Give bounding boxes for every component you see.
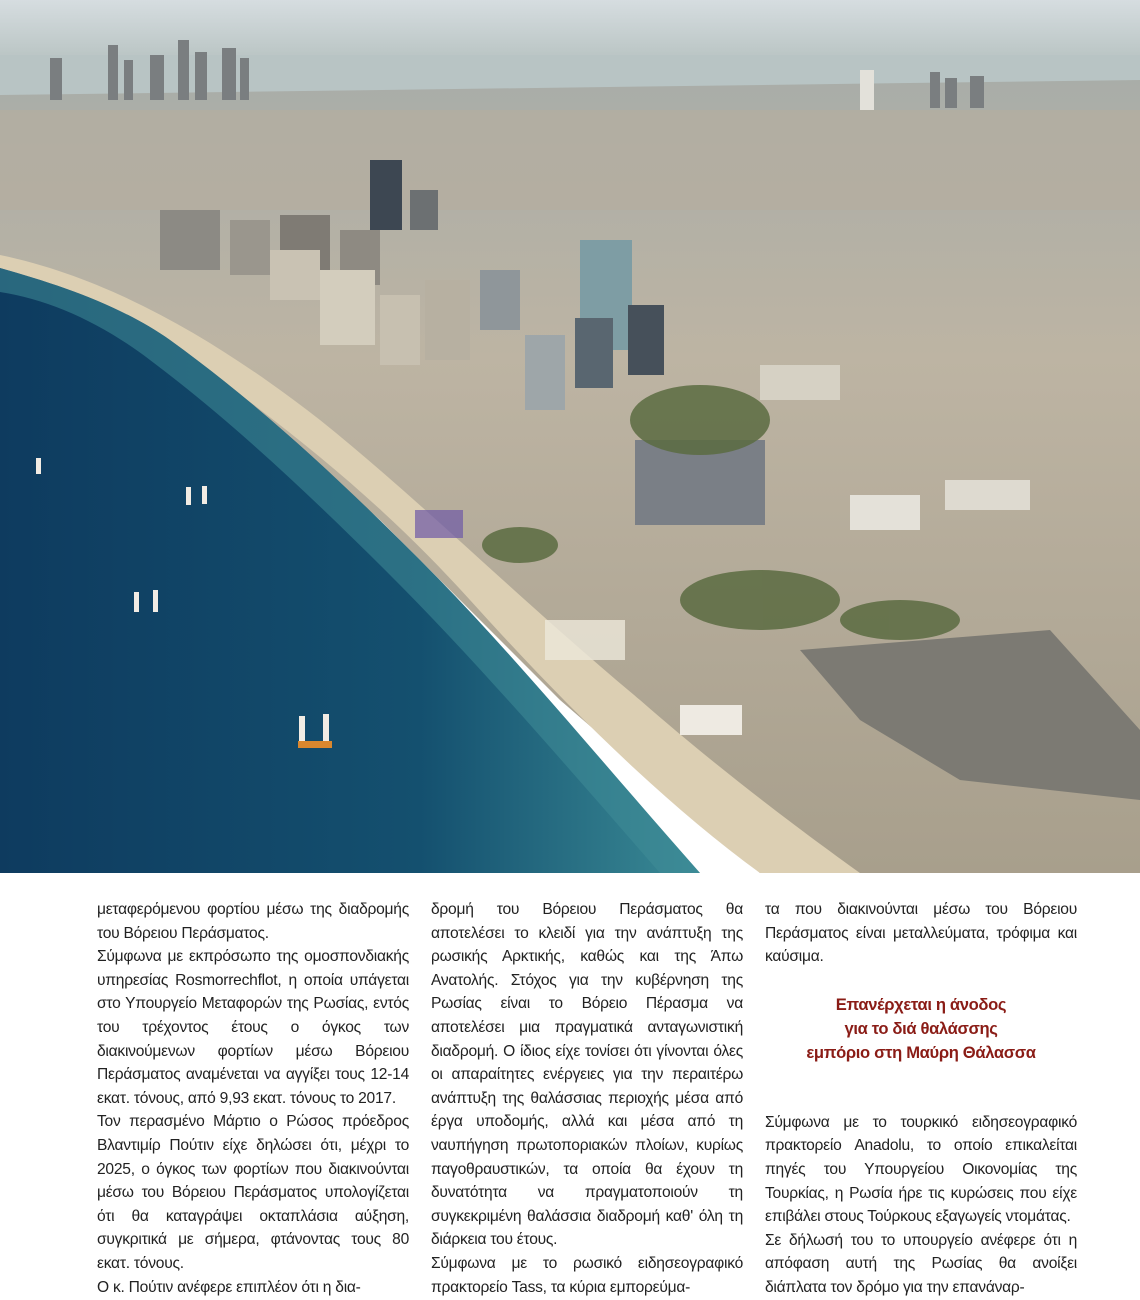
paragraph: μεταφερόμενου φορτίου μέσω της διαδρομής του Βόρειου Περάσματος. (97, 901, 409, 942)
text-column-2 (431, 898, 743, 1299)
heading-line: Επανέρχεται η άνοδος (835, 994, 1007, 1014)
text-column-1 (97, 898, 409, 1299)
heading-line: εμπόριο στη Μαύρη Θάλασσα (806, 1042, 1036, 1062)
paragraph: Ο κ. Πούτιν ανέφερε επιπλέον ότι η δια- (97, 1278, 361, 1296)
paragraph: τα που διακινούνται μέσω του Βόρειου Περάσματος είναι μεταλλεύματα, τρόφιμα και καύσιμα. (765, 901, 1077, 966)
heading-line: για το διά θαλάσσης (844, 1018, 998, 1038)
paragraph: Τον περασμένο Μάρτιο ο Ρώσος πρόεδρος Βλαντιμίρ Πούτιν είχε δηλώσει ότι, μέχρι το 2025, ο όγκος των φορτίων που διακινούνται μέσω του Βόρειου Περάσματος υπολογίζεται ότι θα καταγράψει οκταπλάσια αύξηση, συγκριτικά με σήμερα, φτάνοντας τους 80 εκατ. τόνους. (97, 1113, 409, 1272)
paragraph: δρομή του Βόρειου Περάσματος θα αποτελέσει το κλειδί για την ανάπτυξη της ρωσικής Αρκτικής, καθώς και της Άπω Ανατολής. Στόχος για την κυβέρνηση της Ρωσίας είναι το Βόρειο Πέρασμα να αποτελέσει μια πραγματικά ανταγωνιστική διαδρομή. Ο ίδιος είχε τονίσει ότι γίνονται όλες οι απαραίτητες ενέργειες για την περαιτέρω ανάπτυξη της θαλάσσιας περιοχής μέσα από έργα υποδομής, αλλά και μέσα από τη ναυπήγηση πρωτοποριακών πλοίων, κυρίως παγοθραυστικών, τα οποία θα έχουν τη δυνατότητα να πραγματοποιούν τη συγκεκριμένη θαλάσσια διαδρομή καθ' όλη τη διάρκεια του έτους. (431, 901, 743, 1249)
sky (0, 0, 1140, 60)
paragraph: Σύμφωνα με το ρωσικό ειδησεογραφικό πρακτορείο Tass, τα κύρια εμπορεύμα- (431, 1254, 743, 1296)
section-heading (765, 993, 1077, 1065)
paragraph: Σε δήλωσή του το υπουργείο ανέφερε ότι η απόφαση αυτή της Ρωσίας θα ανοίξει διάπλατα τον δρόμο για την επανάναρ- (765, 1231, 1077, 1296)
text-column-3 (765, 898, 1077, 1300)
paragraph: Σύμφωνα με εκπρόσωπο της ομοσπονδιακής υπηρεσίας Rosmorrechflot, η οποία υπάγεται στο Υπουργείο Μεταφορών της Ρωσίας, εντός του τρέχοντος έτους ο όγκος των διακινούμενων φορτίων μέσω Βόρειου Περάσματος αναμένεται να αγγίξει τους 12-14 εκατ. τόνους, από 9,93 εκατ. τόνους το 2017. (97, 948, 409, 1107)
paragraph: Σύμφωνα με το τουρκικό ειδησεογραφικό πρακτορείο Anadolu, το οποίο επικαλείται πηγές του Υπουργείου Οικονομίας της Τουρκίας, η Ρωσία ήρε τις κυρώσεις που είχε επιβάλει στους Τούρκους εξαγωγείς ντομάτας. (765, 1113, 1077, 1226)
